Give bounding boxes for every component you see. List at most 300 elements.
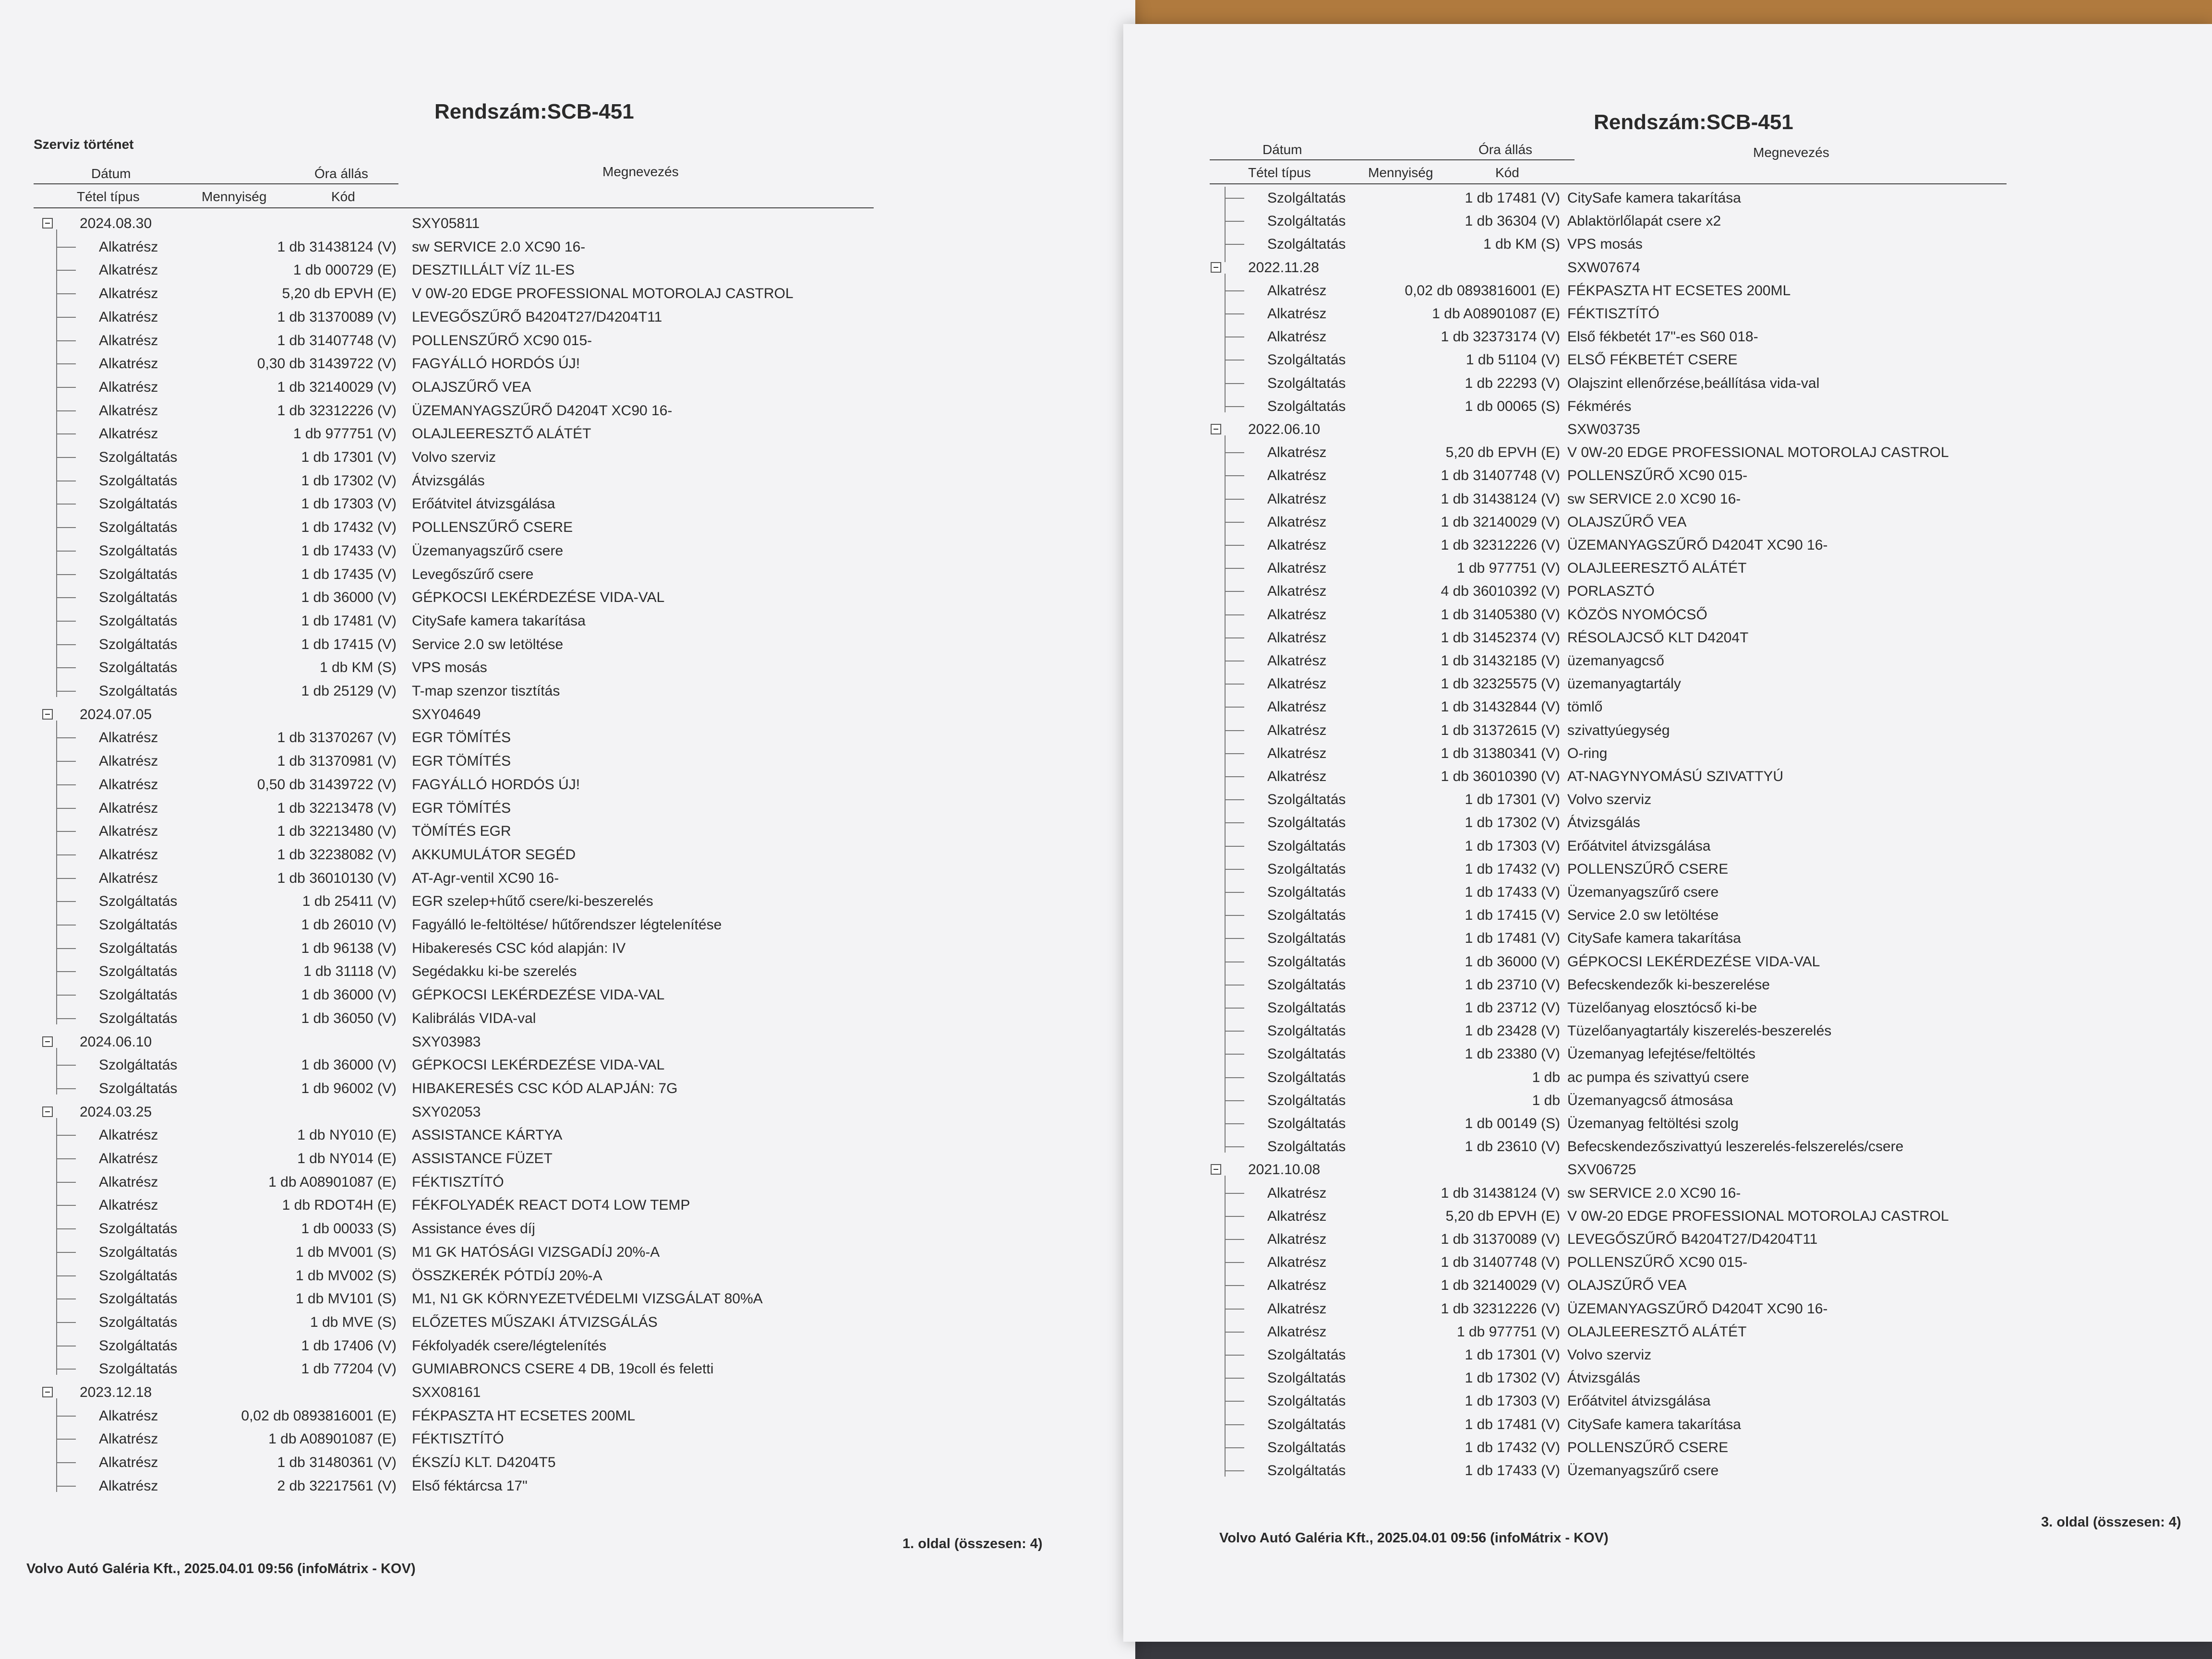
collapse-toggle[interactable] bbox=[39, 212, 85, 235]
item-type: Szolgáltatás bbox=[99, 1314, 178, 1330]
tree-connector bbox=[48, 773, 94, 796]
item-description: ASSISTANCE KÁRTYA bbox=[412, 1127, 563, 1143]
item-description: FÉKPASZTA HT ECSETES 200ML bbox=[1567, 282, 1791, 299]
tree-connector bbox=[48, 1311, 94, 1334]
item-description: sw SERVICE 2.0 XC90 16- bbox=[412, 239, 586, 255]
line-item-row bbox=[1123, 603, 2212, 626]
item-type: Szolgáltatás bbox=[1267, 213, 1346, 229]
item-description: Kalibrálás VIDA-val bbox=[412, 1010, 536, 1026]
header-underline bbox=[1210, 159, 1575, 160]
item-description: Befecskendezők ki-beszerelése bbox=[1567, 976, 1770, 993]
tree-connector bbox=[1216, 210, 1262, 233]
line-item-row bbox=[0, 446, 1135, 469]
item-type: Alkatrész bbox=[99, 402, 158, 419]
item-type: Szolgáltatás bbox=[1267, 976, 1346, 993]
tree-connector bbox=[1216, 325, 1262, 349]
tree-connector bbox=[48, 820, 94, 843]
tree-connector bbox=[1216, 1228, 1262, 1251]
item-quantity-code: 1 db NY010 (E) bbox=[297, 1127, 397, 1143]
line-item-row bbox=[1123, 1436, 2212, 1459]
item-type: Alkatrész bbox=[1267, 560, 1327, 577]
item-quantity-code: 1 db 17303 (V) bbox=[1465, 1393, 1560, 1409]
header-rule bbox=[34, 207, 874, 208]
tree-connector bbox=[1216, 858, 1262, 881]
item-description: Hibakeresés CSC kód alapján: IV bbox=[412, 940, 626, 956]
tree-connector bbox=[1216, 580, 1262, 603]
item-quantity-code: 1 db 31407748 (V) bbox=[1441, 468, 1560, 484]
header-rule bbox=[1210, 183, 2007, 184]
item-description: AKKUMULÁTOR SEGÉD bbox=[412, 846, 576, 863]
tree-connector bbox=[1216, 626, 1262, 649]
item-type: Alkatrész bbox=[99, 776, 158, 793]
item-quantity-code: 1 db 32238082 (V) bbox=[277, 846, 397, 863]
item-type: Alkatrész bbox=[1267, 491, 1327, 507]
item-quantity-code: 1 db 36000 (V) bbox=[301, 1057, 397, 1073]
tree-connector bbox=[1216, 464, 1262, 487]
line-item-row bbox=[0, 914, 1135, 937]
item-type: Szolgáltatás bbox=[99, 683, 178, 699]
item-description: Átvizsgálás bbox=[1567, 815, 1640, 831]
item-description: GÉPKOCSI LEKÉRDEZÉSE VIDA-VAL bbox=[412, 987, 665, 1003]
item-description: TÖMÍTÉS EGR bbox=[412, 823, 511, 840]
tree-connector bbox=[1216, 279, 1262, 302]
item-description: ÜZEMANYAGSZŰRŐ D4204T XC90 16- bbox=[1567, 537, 1828, 553]
line-item-row bbox=[1123, 464, 2212, 487]
item-description: ÖSSZKERÉK PÓTDÍJ 20%-A bbox=[412, 1267, 602, 1284]
line-item-row bbox=[0, 820, 1135, 843]
tree-connector bbox=[1216, 349, 1262, 372]
item-type: Szolgáltatás bbox=[99, 496, 178, 512]
line-item-row bbox=[1123, 372, 2212, 395]
item-description: POLLENSZŰRŐ CSERE bbox=[1567, 861, 1729, 877]
item-type: Szolgáltatás bbox=[1267, 1416, 1346, 1432]
item-type: Alkatrész bbox=[1267, 745, 1327, 761]
line-item-row bbox=[0, 610, 1135, 633]
item-type: Szolgáltatás bbox=[99, 1361, 178, 1377]
minus-box-icon[interactable] bbox=[42, 218, 53, 228]
tree-connector bbox=[48, 680, 94, 703]
item-description: üzemanyagcső bbox=[1567, 653, 1664, 669]
tree-connector bbox=[1216, 1274, 1262, 1297]
item-description: POLLENSZŰRŐ XC90 015- bbox=[1567, 1254, 1748, 1271]
item-type: Szolgáltatás bbox=[1267, 1023, 1346, 1039]
line-item-row bbox=[0, 1124, 1135, 1147]
header-mileage: Óra állás bbox=[314, 166, 369, 181]
tree-connector bbox=[1216, 1436, 1262, 1459]
item-description: VPS mosás bbox=[412, 660, 487, 676]
minus-box-icon[interactable] bbox=[1211, 424, 1221, 434]
item-description: LEVEGŐSZŰRŐ B4204T27/D4204T11 bbox=[1567, 1231, 1818, 1247]
tree-connector bbox=[48, 890, 94, 913]
item-quantity-code: 5,20 db EPVH (E) bbox=[282, 286, 397, 302]
header-quantity: Mennyiség bbox=[1368, 165, 1433, 180]
item-description: CitySafe kamera takarítása bbox=[412, 613, 586, 629]
tree-connector bbox=[48, 1405, 94, 1428]
collapse-toggle[interactable] bbox=[1208, 418, 1254, 441]
item-quantity-code: 1 db bbox=[1532, 1092, 1560, 1108]
item-quantity-code: 1 db 32140029 (V) bbox=[1441, 1277, 1560, 1294]
item-description: DESZTILLÁLT VÍZ 1L-ES bbox=[412, 262, 575, 278]
item-type: Alkatrész bbox=[99, 286, 158, 302]
line-item-row bbox=[0, 984, 1135, 1007]
item-type: Szolgáltatás bbox=[99, 1010, 178, 1026]
tree-connector bbox=[1216, 233, 1262, 256]
tree-connector bbox=[48, 1124, 94, 1147]
tree-connector bbox=[48, 493, 94, 516]
item-description: Segédakku ki-be szerelés bbox=[412, 963, 577, 980]
item-quantity-code: 0,50 db 31439722 (V) bbox=[257, 776, 397, 793]
tree-guide-line bbox=[1225, 1176, 1226, 1477]
line-item-row bbox=[1123, 302, 2212, 325]
item-type: Szolgáltatás bbox=[99, 636, 178, 652]
item-type: Alkatrész bbox=[1267, 329, 1327, 345]
item-description: GÉPKOCSI LEKÉRDEZÉSE VIDA-VAL bbox=[1567, 953, 1820, 970]
minus-box-icon[interactable] bbox=[42, 1036, 53, 1047]
item-type: Alkatrész bbox=[99, 1174, 158, 1190]
item-quantity-code: 1 db 32312226 (V) bbox=[1441, 537, 1560, 553]
item-type: Alkatrész bbox=[1267, 1254, 1327, 1271]
line-item-row bbox=[0, 750, 1135, 773]
item-type: Szolgáltatás bbox=[1267, 838, 1346, 854]
item-description: ÜZEMANYAGSZŰRŐ D4204T XC90 16- bbox=[412, 402, 673, 419]
item-quantity-code: 1 db 17433 (V) bbox=[1465, 1463, 1560, 1479]
tree-connector bbox=[1216, 187, 1262, 210]
line-item-row bbox=[0, 422, 1135, 445]
minus-box-icon[interactable] bbox=[1211, 1164, 1221, 1175]
line-item-row bbox=[1123, 1459, 2212, 1482]
item-quantity-code: 1 db 23380 (V) bbox=[1465, 1046, 1560, 1062]
tree-connector bbox=[1216, 488, 1262, 511]
item-quantity-code: 2 db 32217561 (V) bbox=[277, 1478, 397, 1494]
item-quantity-code: 1 db 22293 (V) bbox=[1465, 375, 1560, 391]
item-description: Tüzelőanyagtartály kiszerelés-beszerelés bbox=[1567, 1023, 1832, 1039]
line-item-row bbox=[0, 867, 1135, 890]
line-item-row bbox=[0, 797, 1135, 820]
item-type: Szolgáltatás bbox=[1267, 1116, 1346, 1131]
item-description: EGR TÖMÍTÉS bbox=[412, 753, 511, 769]
header-item-type: Tétel típus bbox=[77, 189, 140, 204]
item-type: Alkatrész bbox=[99, 870, 158, 886]
item-quantity-code: 1 db 25411 (V) bbox=[302, 893, 397, 910]
tree-connector bbox=[1216, 927, 1262, 950]
item-quantity-code: 1 db 77204 (V) bbox=[301, 1361, 397, 1377]
item-description: CitySafe kamera takarítása bbox=[1567, 930, 1741, 947]
line-item-row bbox=[1123, 1413, 2212, 1436]
item-description: Assistance éves díj bbox=[412, 1221, 535, 1237]
tree-connector bbox=[1216, 441, 1262, 464]
tree-connector bbox=[1216, 534, 1262, 557]
tree-connector bbox=[48, 1475, 94, 1498]
item-description: CitySafe kamera takarítása bbox=[1567, 190, 1741, 206]
line-item-row bbox=[1123, 1367, 2212, 1390]
item-quantity-code: 1 db MV002 (S) bbox=[295, 1267, 397, 1284]
tree-connector bbox=[1216, 1112, 1262, 1135]
line-item-row bbox=[0, 937, 1135, 960]
item-description: Üzemanyagszűrő csere bbox=[1567, 1463, 1719, 1479]
item-type: Szolgáltatás bbox=[1267, 398, 1346, 414]
tree-connector bbox=[48, 329, 94, 352]
item-description: V 0W-20 EDGE PROFESSIONAL MOTOROLAJ CASTROL bbox=[1567, 1208, 1949, 1224]
minus-box-icon[interactable] bbox=[42, 1387, 53, 1397]
item-type: Alkatrész bbox=[99, 1431, 158, 1447]
tree-connector bbox=[48, 259, 94, 282]
item-quantity-code: 1 db 31372615 (V) bbox=[1441, 722, 1560, 738]
line-item-row bbox=[0, 1264, 1135, 1287]
item-type: Szolgáltatás bbox=[99, 1291, 178, 1307]
line-item-row bbox=[0, 1241, 1135, 1264]
line-item-row bbox=[1123, 835, 2212, 858]
tree-connector bbox=[48, 867, 94, 890]
line-item-row bbox=[1123, 1089, 2212, 1112]
page-title: Rendszám:SCB-451 bbox=[434, 100, 634, 123]
item-quantity-code: 1 db 36010390 (V) bbox=[1441, 769, 1560, 784]
item-type: Szolgáltatás bbox=[99, 566, 178, 582]
item-quantity-code: 1 db 96002 (V) bbox=[301, 1080, 397, 1096]
item-quantity-code: 1 db 32213478 (V) bbox=[277, 800, 397, 816]
item-quantity-code: 1 db 96138 (V) bbox=[301, 940, 397, 956]
item-description: V 0W-20 EDGE PROFESSIONAL MOTOROLAJ CASTROL bbox=[1567, 445, 1949, 461]
line-item-row bbox=[0, 1287, 1135, 1310]
item-quantity-code: 1 db 36304 (V) bbox=[1465, 213, 1560, 229]
collapse-toggle[interactable] bbox=[1208, 256, 1254, 279]
tree-connector bbox=[48, 984, 94, 1007]
line-item-row bbox=[1123, 1066, 2212, 1089]
item-type: Alkatrész bbox=[1267, 583, 1327, 600]
report-page-3 bbox=[1123, 24, 2212, 1642]
tree-connector bbox=[48, 306, 94, 329]
item-description: Service 2.0 sw letöltése bbox=[1567, 907, 1719, 924]
item-type: Szolgáltatás bbox=[1267, 884, 1346, 900]
item-type: Alkatrész bbox=[99, 1151, 158, 1166]
line-item-row bbox=[1123, 997, 2212, 1020]
item-quantity-code: 1 db A08901087 (E) bbox=[1432, 306, 1560, 322]
line-item-row bbox=[1123, 1182, 2212, 1205]
item-quantity-code: 1 db 31380341 (V) bbox=[1441, 745, 1560, 761]
line-item-row bbox=[1123, 673, 2212, 696]
tree-connector bbox=[48, 376, 94, 399]
line-item-row bbox=[0, 236, 1135, 259]
item-quantity-code: 1 db 17481 (V) bbox=[1465, 930, 1560, 947]
tree-connector bbox=[48, 236, 94, 259]
visit-code: SXY02053 bbox=[412, 1104, 481, 1120]
tree-guide-line bbox=[56, 1398, 57, 1492]
tree-connector bbox=[48, 586, 94, 609]
item-description: HIBAKERESÉS CSC KÓD ALAPJÁN: 7G bbox=[412, 1080, 678, 1096]
item-type: Alkatrész bbox=[99, 309, 158, 325]
line-item-row bbox=[1123, 788, 2212, 811]
line-item-row bbox=[0, 399, 1135, 422]
item-description: OLAJSZŰRŐ VEA bbox=[412, 379, 531, 395]
visit-date: 2024.07.05 bbox=[80, 706, 152, 722]
footer-company: Volvo Autó Galéria Kft., 2025.04.01 09:56 (infoMátrix - KOV) bbox=[26, 1561, 416, 1576]
tree-connector bbox=[1216, 1390, 1262, 1413]
tree-connector bbox=[48, 960, 94, 983]
visit-code: SXX08161 bbox=[412, 1384, 481, 1400]
collapse-toggle[interactable] bbox=[1208, 1158, 1254, 1181]
item-quantity-code: 1 db A08901087 (E) bbox=[268, 1431, 397, 1447]
item-description: POLLENSZŰRŐ CSERE bbox=[1567, 1439, 1729, 1455]
collapse-toggle[interactable] bbox=[39, 1381, 85, 1404]
tree-connector bbox=[48, 1451, 94, 1474]
line-item-row bbox=[0, 1147, 1135, 1170]
line-item-row bbox=[1123, 950, 2212, 974]
item-type: Szolgáltatás bbox=[99, 1221, 178, 1237]
minus-box-icon[interactable] bbox=[42, 709, 53, 720]
item-quantity-code: 1 db 36010130 (V) bbox=[277, 870, 397, 886]
collapse-toggle[interactable] bbox=[39, 703, 85, 726]
line-item-row bbox=[1123, 1112, 2212, 1135]
line-item-row bbox=[1123, 580, 2212, 603]
item-type: Alkatrész bbox=[99, 753, 158, 769]
line-item-row bbox=[1123, 1228, 2212, 1251]
item-quantity-code: 1 db 17432 (V) bbox=[301, 519, 397, 536]
item-description: Service 2.0 sw letöltése bbox=[412, 636, 564, 652]
item-quantity-code: 1 db 31370089 (V) bbox=[1441, 1231, 1560, 1247]
item-type: Szolgáltatás bbox=[1267, 792, 1346, 808]
item-quantity-code: 1 db 31407748 (V) bbox=[277, 332, 397, 349]
item-type: Szolgáltatás bbox=[1267, 953, 1346, 970]
tree-connector bbox=[1216, 395, 1262, 418]
visit-date: 2024.06.10 bbox=[80, 1034, 152, 1050]
item-description: GUMIABRONCS CSERE 4 DB, 19coll és feletti bbox=[412, 1361, 714, 1377]
line-item-row bbox=[1123, 904, 2212, 927]
line-item-row bbox=[1123, 279, 2212, 302]
line-item-row bbox=[0, 1054, 1135, 1077]
tree-connector bbox=[1216, 719, 1262, 742]
item-type: Szolgáltatás bbox=[99, 472, 178, 489]
item-description: Levegőszűrő csere bbox=[412, 566, 534, 582]
header-date: Dátum bbox=[1262, 142, 1302, 157]
item-type: Alkatrész bbox=[1267, 1185, 1327, 1201]
item-description: FÉKTISZTÍTÓ bbox=[1567, 306, 1659, 322]
tree-guide-line bbox=[1225, 187, 1226, 262]
page-title: Rendszám:SCB-451 bbox=[1594, 110, 1793, 134]
item-quantity-code: 1 db 17301 (V) bbox=[1465, 792, 1560, 808]
item-quantity-code: 1 db KM (S) bbox=[1483, 236, 1560, 252]
item-description: Befecskendezőszivattyú leszerelés-felszerelés/csere bbox=[1567, 1139, 1904, 1155]
tree-connector bbox=[1216, 1020, 1262, 1043]
item-type: Alkatrész bbox=[99, 1478, 158, 1494]
item-type: Szolgáltatás bbox=[99, 893, 178, 910]
tree-connector bbox=[48, 1194, 94, 1217]
tree-connector bbox=[1216, 302, 1262, 325]
item-description: M1 GK HATÓSÁGI VIZSGADÍJ 20%-A bbox=[412, 1244, 660, 1260]
header-code: Kód bbox=[1495, 165, 1519, 180]
item-description: üzemanyagtartály bbox=[1567, 676, 1681, 692]
item-quantity-code: 1 db 25129 (V) bbox=[301, 683, 397, 699]
item-type: Alkatrész bbox=[1267, 282, 1327, 299]
item-quantity-code: 1 db A08901087 (E) bbox=[268, 1174, 397, 1190]
visit-code: SXY04649 bbox=[412, 706, 481, 722]
item-quantity-code: 1 db 17435 (V) bbox=[301, 566, 397, 582]
line-item-row bbox=[1123, 325, 2212, 349]
tree-connector bbox=[48, 469, 94, 493]
minus-box-icon[interactable] bbox=[1211, 262, 1221, 273]
footer-page-number: 3. oldal (összesen: 4) bbox=[2041, 1515, 2181, 1530]
item-quantity-code: 1 db 31405380 (V) bbox=[1441, 606, 1560, 623]
item-quantity-code: 5,20 db EPVH (E) bbox=[1445, 1208, 1560, 1224]
item-type: Alkatrész bbox=[1267, 1231, 1327, 1247]
item-type: Szolgáltatás bbox=[1267, 1347, 1346, 1363]
item-description: O-ring bbox=[1567, 745, 1608, 761]
visit-date: 2024.08.30 bbox=[80, 216, 152, 231]
item-type: Alkatrész bbox=[99, 1407, 158, 1424]
item-quantity-code: 1 db 31407748 (V) bbox=[1441, 1254, 1560, 1271]
tree-connector bbox=[48, 750, 94, 773]
item-type: Szolgáltatás bbox=[1267, 930, 1346, 947]
minus-box-icon[interactable] bbox=[42, 1106, 53, 1117]
tree-guide-line bbox=[56, 229, 57, 697]
line-item-row bbox=[1123, 765, 2212, 788]
item-type: Szolgáltatás bbox=[99, 589, 178, 606]
line-item-row bbox=[1123, 719, 2212, 742]
visit-date: 2023.12.18 bbox=[80, 1384, 152, 1400]
item-type: Alkatrész bbox=[99, 846, 158, 863]
item-description: KÖZÖS NYOMÓCSŐ bbox=[1567, 606, 1707, 623]
item-description: Olajszint ellenőrzése,beállítása vida-val bbox=[1567, 375, 1820, 391]
item-type: Szolgáltatás bbox=[1267, 1393, 1346, 1409]
item-description: Erőátvitel átvizsgálása bbox=[1567, 1393, 1711, 1409]
item-quantity-code: 1 db 23712 (V) bbox=[1465, 1000, 1560, 1016]
line-item-row bbox=[0, 890, 1135, 913]
collapse-toggle[interactable] bbox=[39, 1031, 85, 1054]
tree-connector bbox=[1216, 511, 1262, 534]
line-item-row bbox=[1123, 1043, 2212, 1066]
section-title: Szerviz történet bbox=[34, 137, 134, 152]
item-quantity-code: 1 db 31370089 (V) bbox=[277, 309, 397, 325]
item-description: Átvizsgálás bbox=[412, 472, 485, 489]
footer-page-number: 1. oldal (összesen: 4) bbox=[902, 1536, 1043, 1551]
item-quantity-code: 1 db 31438124 (V) bbox=[1441, 491, 1560, 507]
item-type: Szolgáltatás bbox=[99, 1267, 178, 1284]
item-type: Alkatrész bbox=[1267, 699, 1327, 715]
item-quantity-code: 1 db 32140029 (V) bbox=[277, 379, 397, 395]
item-type: Alkatrész bbox=[1267, 1277, 1327, 1294]
line-item-row bbox=[0, 540, 1135, 563]
item-type: Alkatrész bbox=[99, 730, 158, 746]
line-item-row bbox=[0, 282, 1135, 305]
item-quantity-code: 1 db 00149 (S) bbox=[1465, 1116, 1560, 1131]
item-type: Alkatrész bbox=[1267, 769, 1327, 784]
item-description: Fékfolyadék csere/légtelenítés bbox=[412, 1337, 607, 1354]
collapse-toggle[interactable] bbox=[39, 1101, 85, 1124]
visit-date: 2021.10.08 bbox=[1248, 1162, 1321, 1178]
item-quantity-code: 1 db 17301 (V) bbox=[301, 449, 397, 465]
item-type: Alkatrész bbox=[99, 379, 158, 395]
item-type: Szolgáltatás bbox=[1267, 861, 1346, 877]
header-code: Kód bbox=[331, 189, 355, 204]
item-quantity-code: 1 db 17303 (V) bbox=[301, 496, 397, 512]
item-description: EGR szelep+hűtő csere/ki-beszerelés bbox=[412, 893, 653, 910]
item-quantity-code: 1 db NY014 (E) bbox=[297, 1151, 397, 1166]
item-quantity-code: 0,02 db 0893816001 (E) bbox=[241, 1407, 397, 1424]
item-type: Szolgáltatás bbox=[99, 449, 178, 465]
item-type: Alkatrész bbox=[99, 262, 158, 278]
tree-connector bbox=[48, 1147, 94, 1170]
line-item-row bbox=[0, 726, 1135, 749]
item-type: Alkatrész bbox=[99, 356, 158, 372]
item-type: Alkatrész bbox=[99, 332, 158, 349]
item-description: ÉKSZÍJ KLT. D4204T5 bbox=[412, 1455, 556, 1471]
line-item-row bbox=[1123, 210, 2212, 233]
item-type: Alkatrész bbox=[1267, 676, 1327, 692]
line-item-row bbox=[1123, 511, 2212, 534]
item-description: FÉKPASZTA HT ECSETES 200ML bbox=[412, 1407, 636, 1424]
item-quantity-code: 1 db 17406 (V) bbox=[301, 1337, 397, 1354]
line-item-row bbox=[1123, 441, 2212, 464]
line-item-row bbox=[1123, 1020, 2212, 1043]
tree-connector bbox=[1216, 1043, 1262, 1066]
